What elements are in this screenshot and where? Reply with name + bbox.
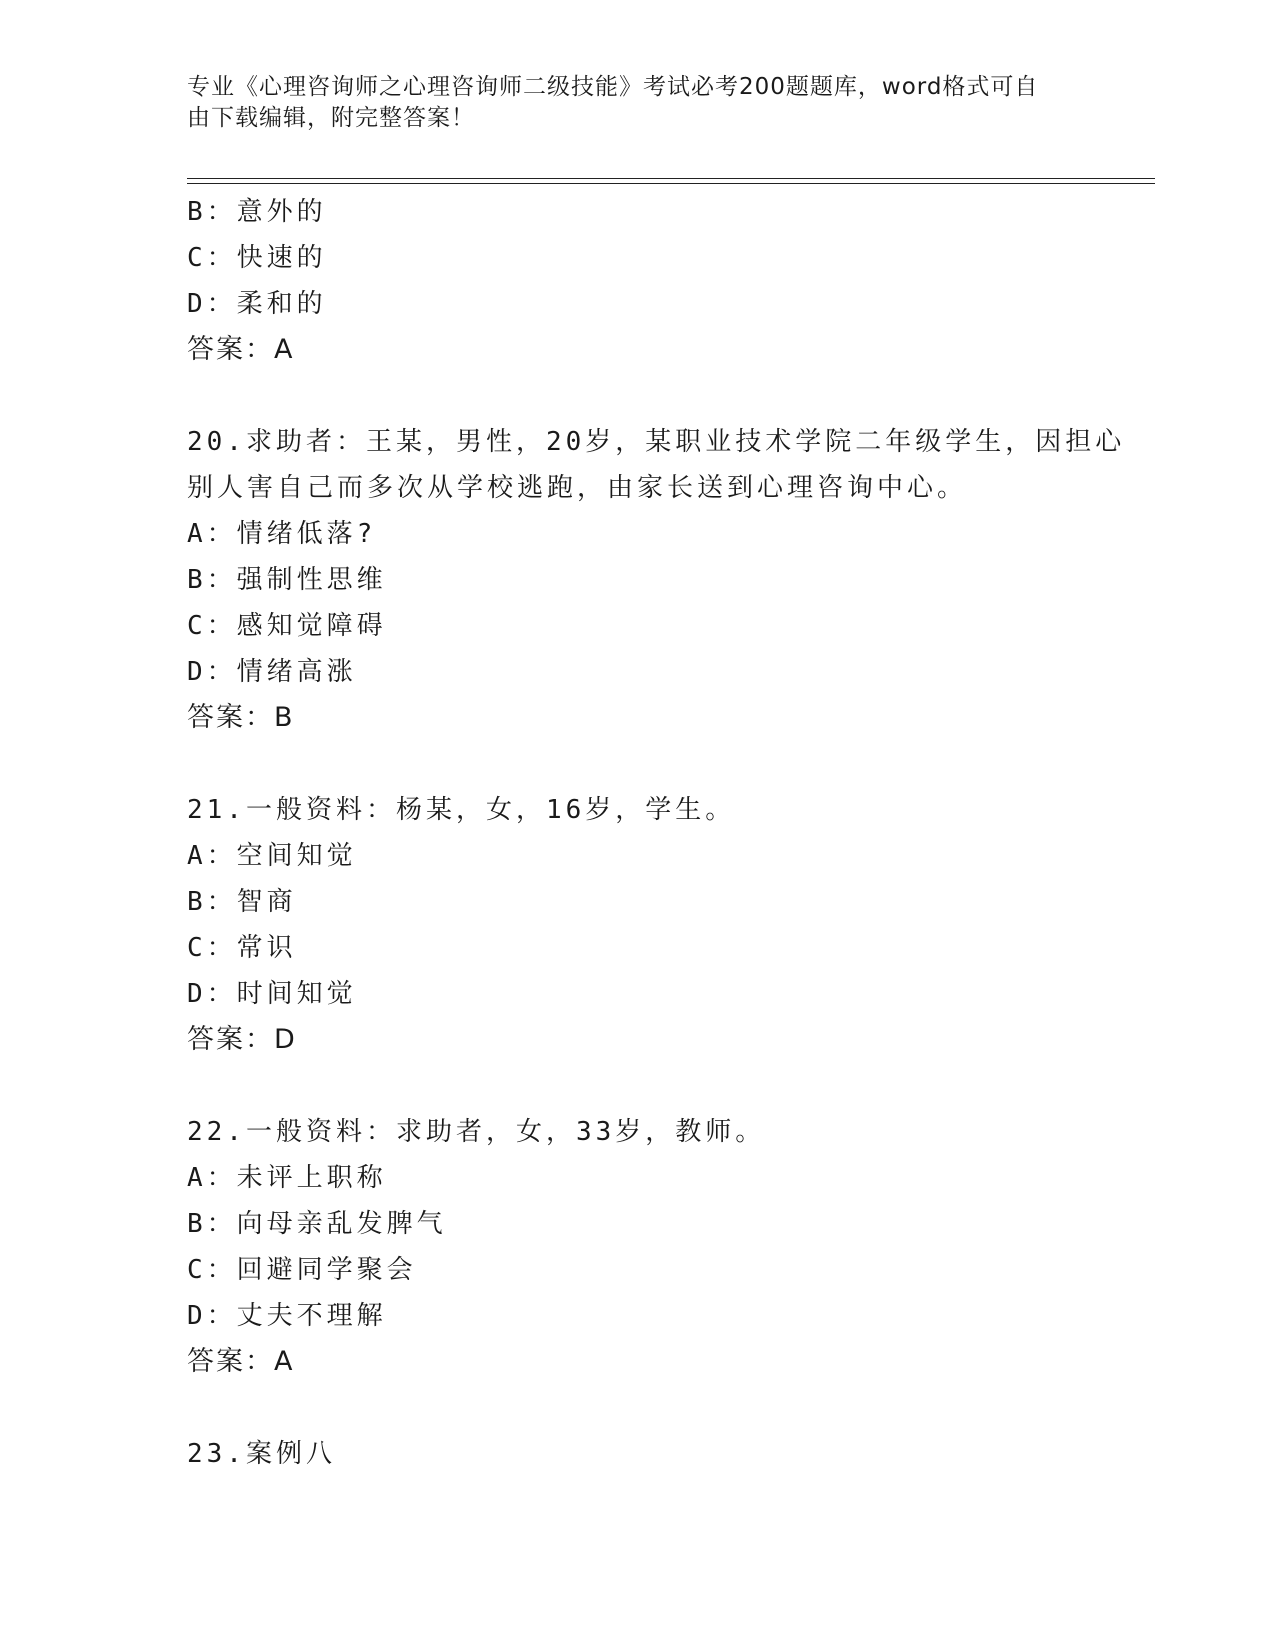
- question-stem-line: 别人害自己而多次从学校逃跑，由家长送到心理咨询中心。: [187, 473, 968, 503]
- option-a: A：空间知觉: [187, 841, 357, 871]
- option-d: D：情绪高涨: [187, 657, 357, 687]
- question-23: [187, 1431, 1087, 1477]
- spacer: [187, 1385, 1087, 1431]
- option-a: A：情绪低落?: [187, 519, 377, 549]
- question-22: [187, 1109, 1087, 1385]
- option-d: D：柔和的: [187, 289, 327, 319]
- header-divider-bottom: [187, 183, 1155, 184]
- question-21: [187, 787, 1087, 1063]
- option-d: D：丈夫不理解: [187, 1301, 387, 1331]
- spacer: [187, 373, 1087, 419]
- question-19-partial: [187, 189, 1087, 373]
- option-a: A：未评上职称: [187, 1163, 387, 1193]
- option-b: B：智商: [187, 887, 297, 917]
- header-line-1: 专业《心理咨询师之心理咨询师二级技能》考试必考200题题库，word格式可自: [187, 74, 1039, 100]
- option-c: C：感知觉障碍: [187, 611, 387, 641]
- spacer: [187, 741, 1087, 787]
- option-c: C：常识: [187, 933, 297, 963]
- option-b: B：意外的: [187, 197, 327, 227]
- option-b: B：强制性思维: [187, 565, 387, 595]
- spacer: [187, 1063, 1087, 1109]
- question-stem-line: 21.一般资料：杨某，女，16岁，学生。: [187, 795, 736, 825]
- question-stem-line: 23.案例八: [187, 1439, 336, 1469]
- option-b: B：向母亲乱发脾气: [187, 1209, 447, 1239]
- option-c: C：快速的: [187, 243, 327, 273]
- question-20: [187, 419, 1126, 741]
- document-header: [187, 72, 1067, 134]
- answer-line: 答案：A: [187, 1346, 295, 1377]
- option-d: D：时间知觉: [187, 979, 357, 1009]
- header-divider-top: [187, 178, 1155, 179]
- answer-line: 答案：D: [187, 1024, 297, 1055]
- question-stem-line: 22.一般资料：求助者，女，33岁，教师。: [187, 1117, 766, 1147]
- option-c: C：回避同学聚会: [187, 1255, 417, 1285]
- header-line-2: 由下载编辑，附完整答案！: [187, 105, 475, 131]
- question-list: [187, 189, 1126, 1477]
- answer-line: 答案：A: [187, 334, 295, 365]
- question-stem-line: 20.求助者：王某，男性，20岁，某职业技术学院二年级学生，因担心: [187, 427, 1126, 457]
- answer-line: 答案：B: [187, 702, 295, 733]
